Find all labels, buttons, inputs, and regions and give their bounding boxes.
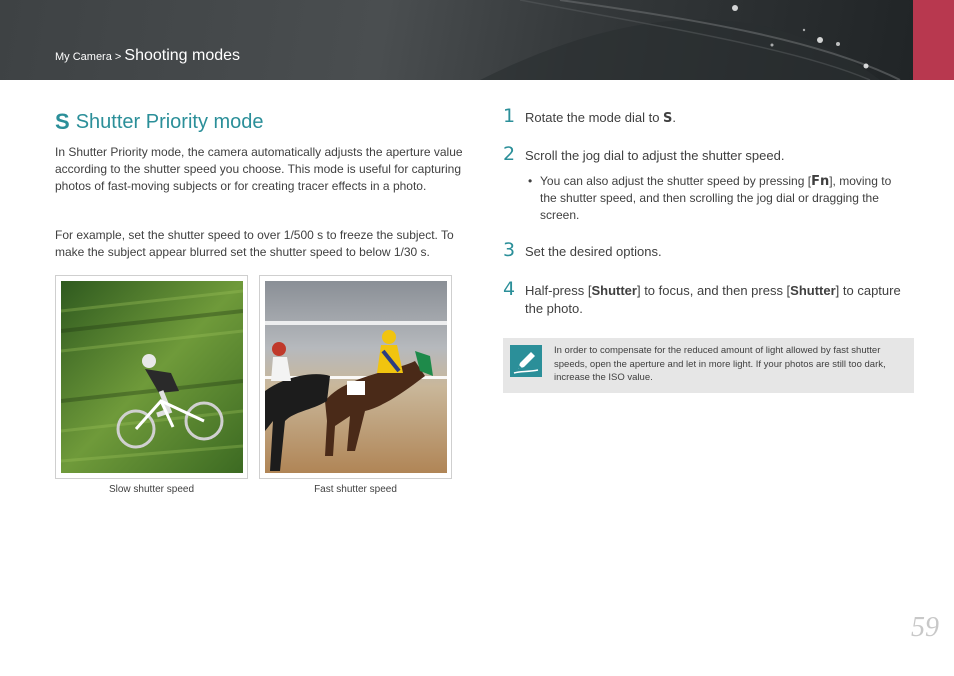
- step-2-number: 2: [503, 143, 516, 165]
- shutter-priority-mode-icon: S: [55, 109, 70, 134]
- step-1-text: [525, 109, 905, 128]
- bullet-mark: •: [528, 174, 533, 188]
- slow-shutter-photo-frame: [55, 275, 248, 479]
- bullet-text: [540, 173, 910, 224]
- fn-key-icon: Fn: [811, 174, 830, 189]
- cyclist-photo: [61, 281, 243, 473]
- header-accent-tab: [913, 0, 954, 80]
- breadcrumb: [55, 47, 240, 65]
- example-paragraph: For example, set the shutter speed to over 1/500 s to freeze the subject. To make the subject appear blurred set the shutter speed to below 1/30 s.: [55, 228, 454, 259]
- step-4-text: [525, 282, 905, 318]
- bullet-text-part2: ], moving to the shutter speed, and then scrolling the jog dial or dragging the screen.: [540, 174, 892, 222]
- fast-shutter-photo-frame: [259, 275, 452, 479]
- mode-s-icon: S: [663, 111, 673, 126]
- step-3-number: 3: [503, 239, 516, 261]
- step-4-part3: ] to capture the photo.: [525, 283, 901, 316]
- horse-race-photo: [265, 281, 447, 473]
- breadcrumb-parent[interactable]: My Camera >: [55, 51, 122, 63]
- step-4-part1: Half-press [: [525, 283, 592, 298]
- step-2-text: Scroll the jog dial to adjust the shutter speed.: [525, 148, 785, 163]
- shutter-button-label: Shutter: [591, 283, 637, 298]
- note-text: In order to compensate for the reduced amount of light allowed by fast shutter speeds, open the aperture and let in more light. If your photos are still too dark, increase the ISO value.: [554, 345, 886, 383]
- page-number: 59: [911, 612, 939, 643]
- note-box: [503, 338, 914, 393]
- breadcrumb-current: Shooting modes: [124, 47, 241, 64]
- fast-shutter-caption: Fast shutter speed: [314, 484, 397, 495]
- step-1-number: 1: [503, 105, 516, 127]
- step-4-part2: ] to focus, and then press [: [636, 283, 791, 298]
- pencil-note-icon: [510, 345, 542, 377]
- bullet-text-part1: You can also adjust the shutter speed by pressing [: [540, 174, 812, 188]
- section-title: [55, 109, 264, 135]
- step-1-text-after: .: [672, 110, 677, 125]
- slow-shutter-caption: Slow shutter speed: [108, 484, 195, 495]
- step-4-number: 4: [503, 278, 516, 300]
- shutter-button-label-2: Shutter: [790, 283, 836, 298]
- header-swoosh-decoration: [0, 0, 954, 80]
- intro-paragraph: In Shutter Priority mode, the camera automatically adjusts the aperture value according to the shutter speed you choose. This mode is useful for capturing photos of fast-moving subjects or for creating tracer effects in a photo.: [55, 145, 463, 193]
- section-title-text: Shutter Priority mode: [75, 110, 264, 133]
- step-1-text-before: Rotate the mode dial to: [525, 110, 664, 125]
- step-3-text: Set the desired options.: [525, 244, 662, 259]
- pencil-icon: [510, 345, 542, 377]
- page-header: [0, 0, 954, 80]
